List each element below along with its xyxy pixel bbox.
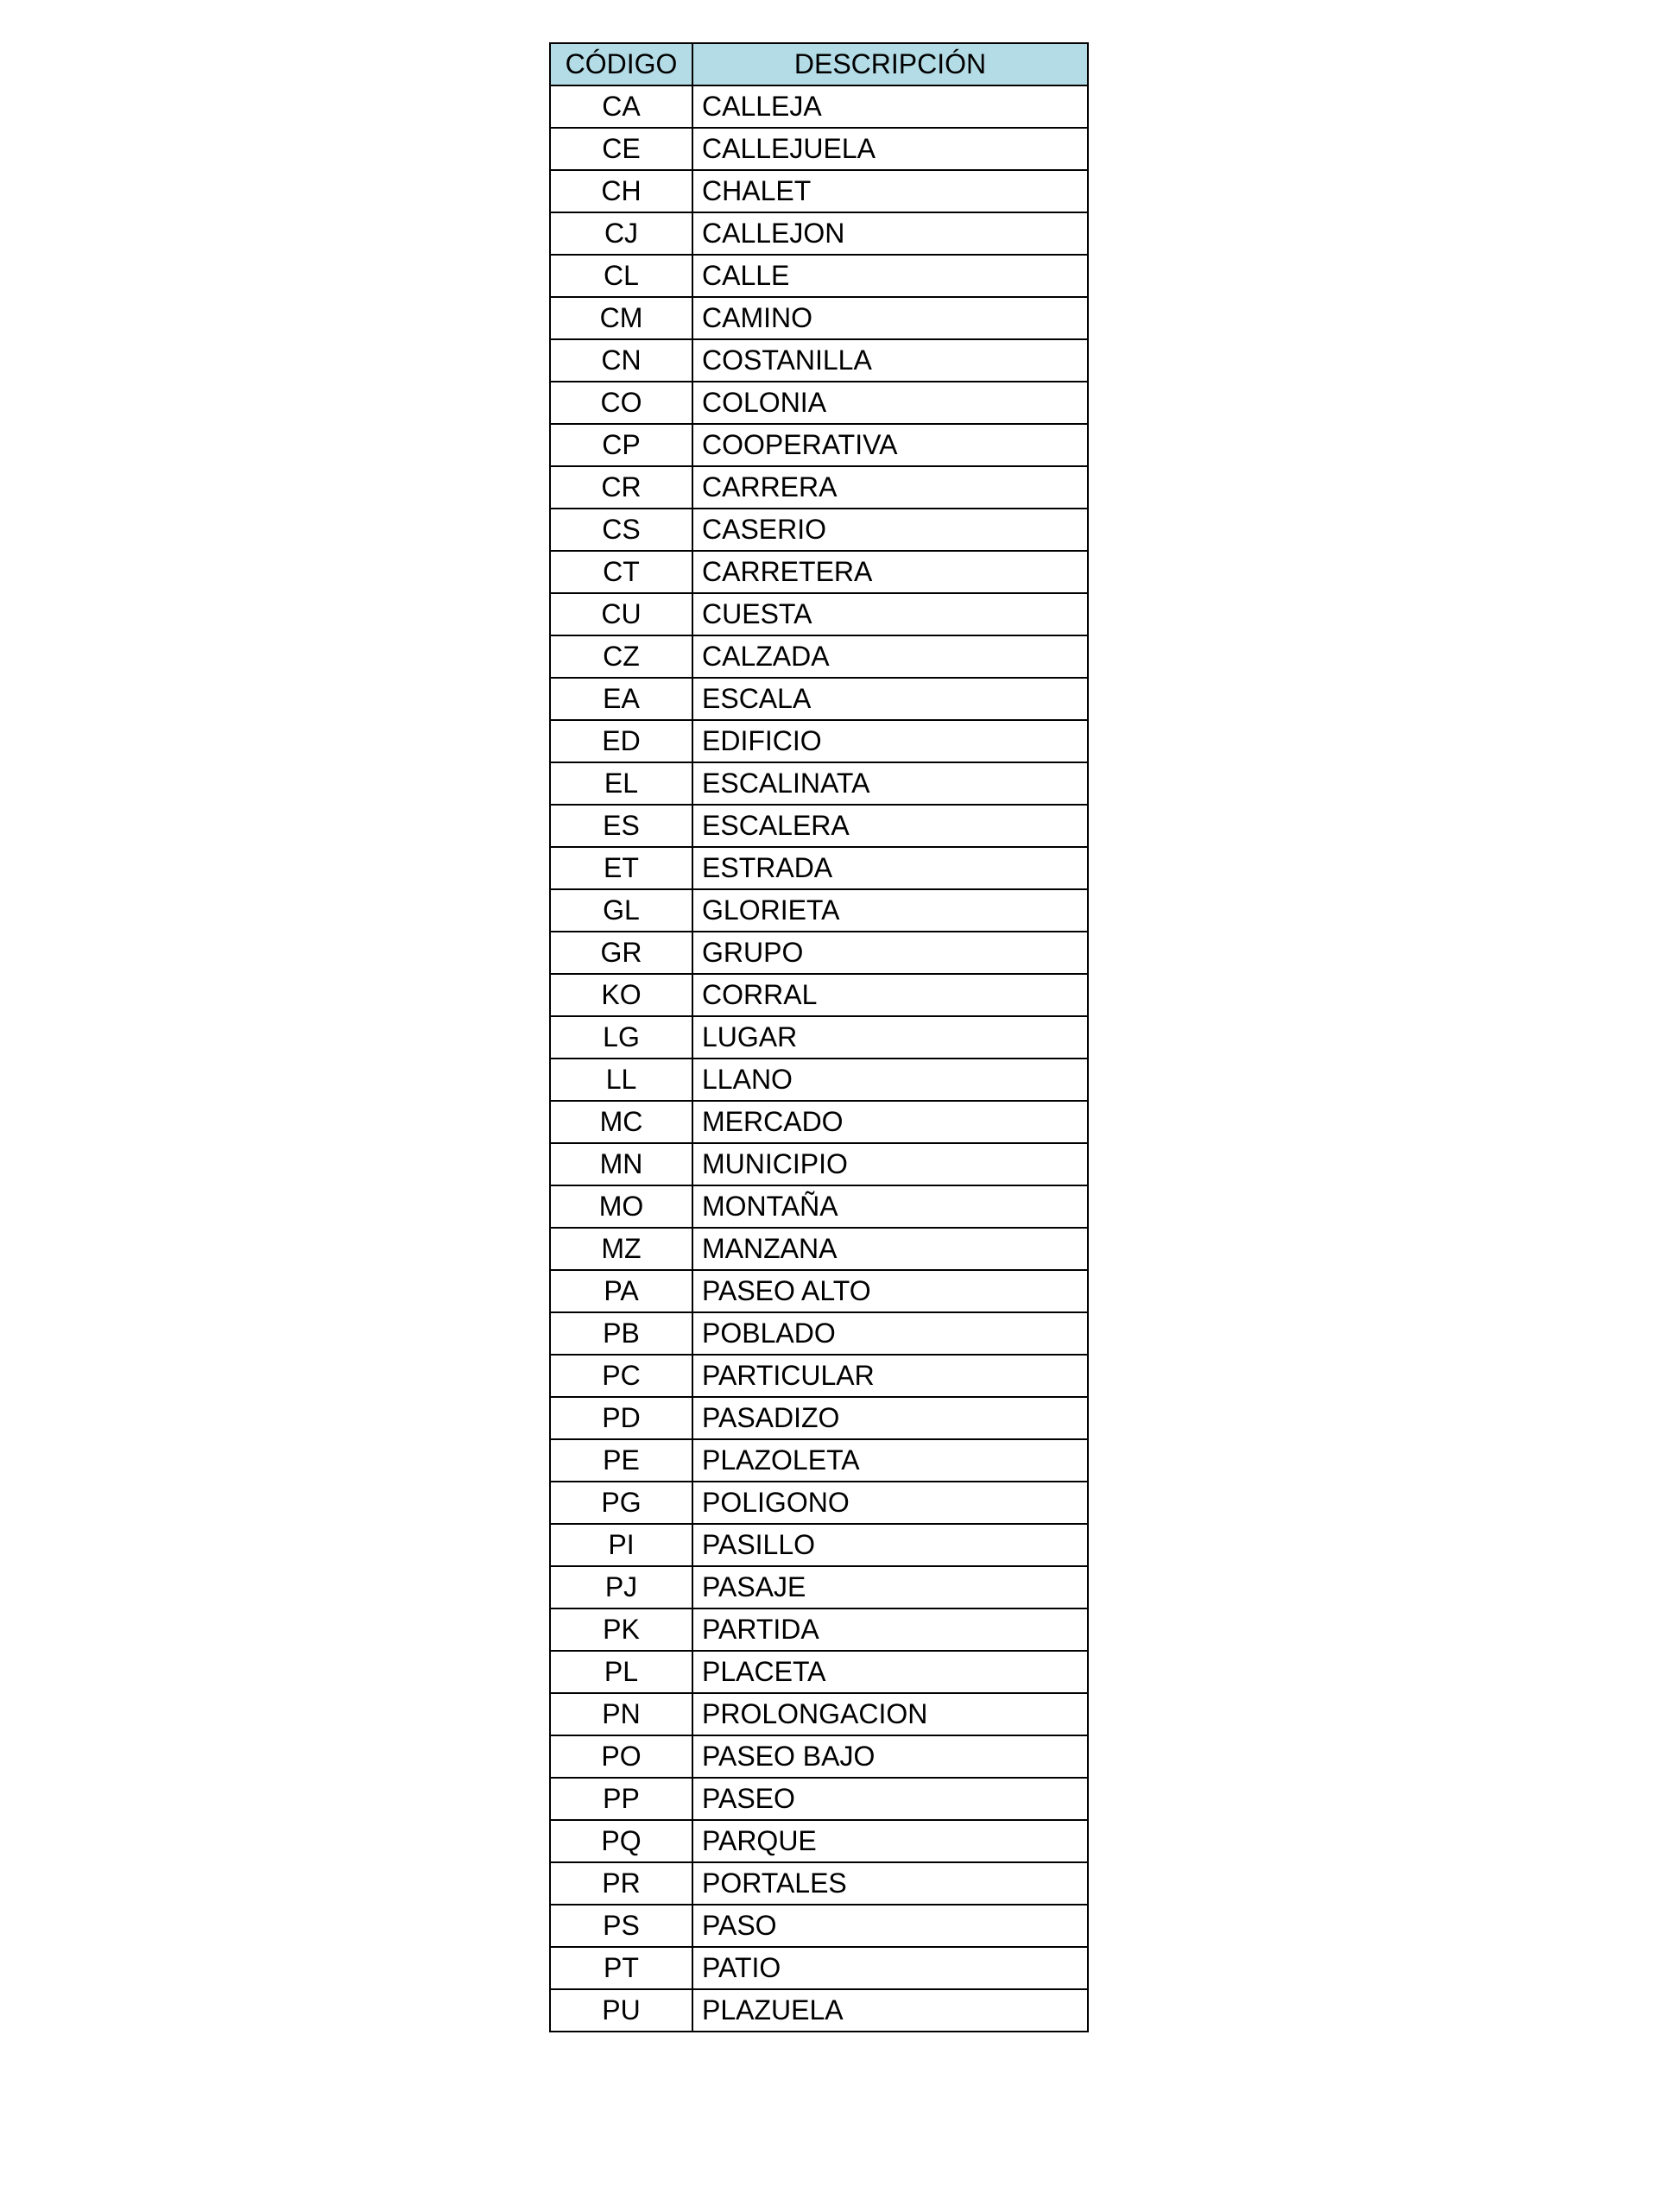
table-row: [550, 128, 1088, 170]
description-cell: COSTANILLA: [692, 339, 1088, 382]
code-cell: PU: [550, 1989, 692, 2032]
table-row: [550, 1143, 1088, 1185]
description-cell: PATIO: [692, 1947, 1088, 1989]
code-cell: PD: [550, 1397, 692, 1439]
description-cell: EDIFICIO: [692, 720, 1088, 762]
table-row: [550, 170, 1088, 212]
description-cell: CASERIO: [692, 509, 1088, 551]
description-cell: CALLEJON: [692, 212, 1088, 255]
code-cell: CS: [550, 509, 692, 551]
table-row: [550, 1101, 1088, 1143]
header-row: [550, 43, 1088, 85]
table-row: [550, 678, 1088, 720]
code-cell: PN: [550, 1693, 692, 1735]
table-row: [550, 1312, 1088, 1355]
code-cell: ES: [550, 805, 692, 847]
code-cell: GL: [550, 889, 692, 932]
header-description: DESCRIPCIÓN: [692, 43, 1088, 85]
code-cell: PS: [550, 1905, 692, 1947]
code-cell: EA: [550, 678, 692, 720]
table-row: [550, 1524, 1088, 1566]
table-row: [550, 1989, 1088, 2032]
description-cell: GLORIETA: [692, 889, 1088, 932]
code-cell: CT: [550, 551, 692, 593]
code-cell: CR: [550, 466, 692, 509]
table-row: [550, 509, 1088, 551]
code-cell: PR: [550, 1862, 692, 1905]
code-cell: PJ: [550, 1566, 692, 1608]
description-cell: PLAZUELA: [692, 1989, 1088, 2032]
code-cell: ED: [550, 720, 692, 762]
table-row: [550, 1059, 1088, 1101]
table-row: [550, 212, 1088, 255]
table-row: [550, 424, 1088, 466]
code-cell: CO: [550, 382, 692, 424]
table-row: [550, 85, 1088, 128]
description-cell: PORTALES: [692, 1862, 1088, 1905]
description-cell: ESCALINATA: [692, 762, 1088, 805]
description-cell: CORRAL: [692, 974, 1088, 1016]
code-cell: PL: [550, 1651, 692, 1693]
code-cell: PQ: [550, 1820, 692, 1862]
description-cell: CALLEJA: [692, 85, 1088, 128]
code-cell: PA: [550, 1270, 692, 1312]
table-header: [550, 43, 1088, 85]
code-cell: GR: [550, 932, 692, 974]
table-row: [550, 1016, 1088, 1059]
table-row: [550, 720, 1088, 762]
table-row: [550, 635, 1088, 678]
description-cell: PROLONGACION: [692, 1693, 1088, 1735]
description-cell: MANZANA: [692, 1228, 1088, 1270]
description-cell: POLIGONO: [692, 1482, 1088, 1524]
code-cell: CL: [550, 255, 692, 297]
code-cell: PI: [550, 1524, 692, 1566]
description-cell: CALLEJUELA: [692, 128, 1088, 170]
description-cell: PASEO ALTO: [692, 1270, 1088, 1312]
table-row: [550, 1397, 1088, 1439]
description-cell: PASILLO: [692, 1524, 1088, 1566]
table-row: [550, 551, 1088, 593]
code-cell: PG: [550, 1482, 692, 1524]
code-cell: CU: [550, 593, 692, 635]
code-cell: ET: [550, 847, 692, 889]
street-type-code-table: [549, 42, 1089, 2032]
code-cell: PT: [550, 1947, 692, 1989]
table-row: [550, 255, 1088, 297]
table-body: [550, 85, 1088, 2032]
table-row: [550, 297, 1088, 339]
description-cell: CALZADA: [692, 635, 1088, 678]
description-cell: COOPERATIVA: [692, 424, 1088, 466]
description-cell: CARRETERA: [692, 551, 1088, 593]
table-row: [550, 339, 1088, 382]
code-cell: CP: [550, 424, 692, 466]
description-cell: CALLE: [692, 255, 1088, 297]
description-cell: LLANO: [692, 1059, 1088, 1101]
description-cell: MUNICIPIO: [692, 1143, 1088, 1185]
code-cell: EL: [550, 762, 692, 805]
description-cell: CHALET: [692, 170, 1088, 212]
code-cell: PB: [550, 1312, 692, 1355]
code-cell: PK: [550, 1608, 692, 1651]
table-row: [550, 1270, 1088, 1312]
code-cell: KO: [550, 974, 692, 1016]
description-cell: ESTRADA: [692, 847, 1088, 889]
code-cell: MC: [550, 1101, 692, 1143]
table-row: [550, 847, 1088, 889]
table-row: [550, 1693, 1088, 1735]
table-row: [550, 974, 1088, 1016]
description-cell: PASAJE: [692, 1566, 1088, 1608]
description-cell: CARRERA: [692, 466, 1088, 509]
header-code: CÓDIGO: [550, 43, 692, 85]
description-cell: MERCADO: [692, 1101, 1088, 1143]
description-cell: LUGAR: [692, 1016, 1088, 1059]
code-cell: CH: [550, 170, 692, 212]
table-row: [550, 1355, 1088, 1397]
description-cell: MONTAÑA: [692, 1185, 1088, 1228]
code-cell: MO: [550, 1185, 692, 1228]
table-row: [550, 1651, 1088, 1693]
table-row: [550, 1820, 1088, 1862]
description-cell: PASEO BAJO: [692, 1735, 1088, 1778]
description-cell: GRUPO: [692, 932, 1088, 974]
table-row: [550, 1778, 1088, 1820]
code-cell: CA: [550, 85, 692, 128]
code-cell: PP: [550, 1778, 692, 1820]
table-row: [550, 1735, 1088, 1778]
table-row: [550, 466, 1088, 509]
code-cell: CM: [550, 297, 692, 339]
code-cell: CE: [550, 128, 692, 170]
code-cell: LG: [550, 1016, 692, 1059]
code-cell: CJ: [550, 212, 692, 255]
table-row: [550, 382, 1088, 424]
code-cell: MZ: [550, 1228, 692, 1270]
table-row: [550, 1862, 1088, 1905]
table-row: [550, 1947, 1088, 1989]
table-row: [550, 889, 1088, 932]
description-cell: PASEO: [692, 1778, 1088, 1820]
description-cell: PARTIDA: [692, 1608, 1088, 1651]
table-row: [550, 762, 1088, 805]
description-cell: PLACETA: [692, 1651, 1088, 1693]
code-cell: MN: [550, 1143, 692, 1185]
description-cell: PARTICULAR: [692, 1355, 1088, 1397]
description-cell: CAMINO: [692, 297, 1088, 339]
code-cell: PC: [550, 1355, 692, 1397]
code-cell: CZ: [550, 635, 692, 678]
table-row: [550, 1905, 1088, 1947]
description-cell: CUESTA: [692, 593, 1088, 635]
table-row: [550, 805, 1088, 847]
description-cell: PLAZOLETA: [692, 1439, 1088, 1482]
description-cell: ESCALERA: [692, 805, 1088, 847]
description-cell: ESCALA: [692, 678, 1088, 720]
table-row: [550, 1482, 1088, 1524]
code-cell: PE: [550, 1439, 692, 1482]
code-cell: CN: [550, 339, 692, 382]
table-row: [550, 593, 1088, 635]
code-cell: LL: [550, 1059, 692, 1101]
code-cell: PO: [550, 1735, 692, 1778]
table-row: [550, 1228, 1088, 1270]
description-cell: PASADIZO: [692, 1397, 1088, 1439]
description-cell: PARQUE: [692, 1820, 1088, 1862]
description-cell: COLONIA: [692, 382, 1088, 424]
table-row: [550, 1439, 1088, 1482]
table-row: [550, 1566, 1088, 1608]
table-row: [550, 932, 1088, 974]
description-cell: PASO: [692, 1905, 1088, 1947]
table-row: [550, 1185, 1088, 1228]
table-row: [550, 1608, 1088, 1651]
description-cell: POBLADO: [692, 1312, 1088, 1355]
